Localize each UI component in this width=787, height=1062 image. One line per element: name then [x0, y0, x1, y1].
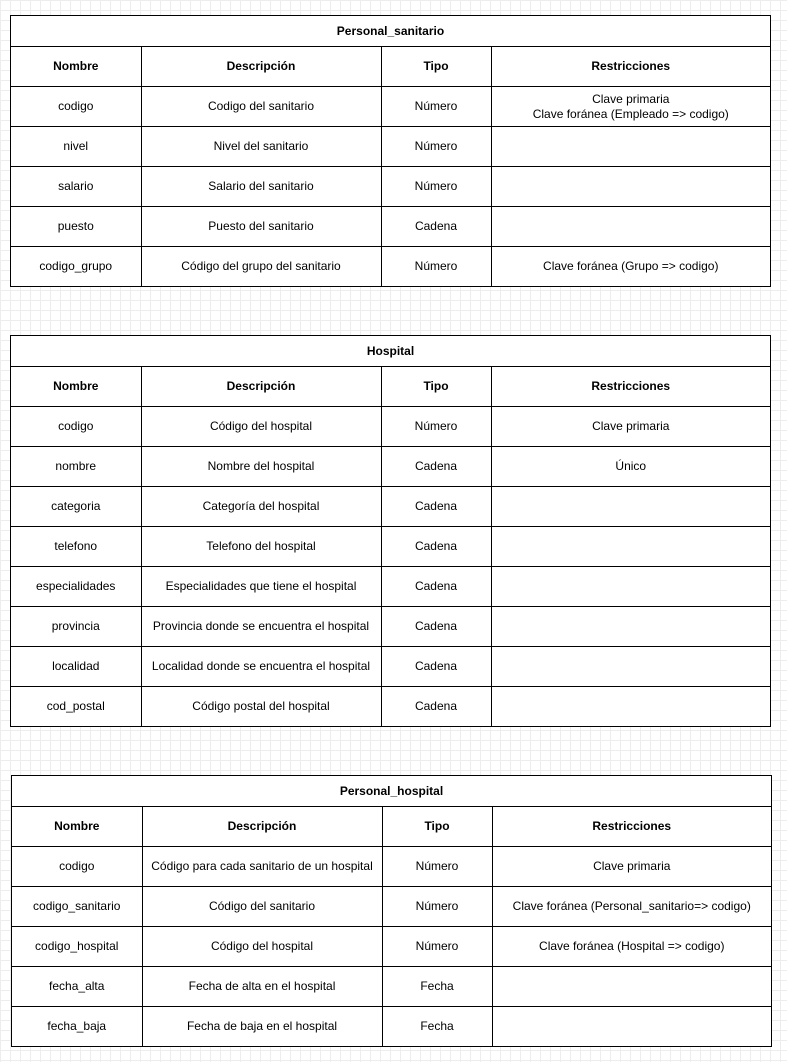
cell-tipo: Cadena [381, 567, 491, 607]
cell-restricciones: Clave primaria [491, 407, 770, 447]
table-row [11, 247, 770, 287]
cell-restricciones [491, 687, 770, 727]
attributes-table [12, 807, 771, 1046]
table-title: Hospital [11, 336, 770, 367]
table-row [12, 847, 771, 887]
cell-restricciones [491, 647, 770, 687]
cell-nombre: codigo_hospital [12, 927, 142, 967]
cell-descripcion: Codigo del sanitario [141, 87, 381, 127]
cell-tipo: Fecha [382, 967, 492, 1007]
cell-descripcion: Código postal del hospital [141, 687, 381, 727]
table-row [12, 887, 771, 927]
header-nombre: Nombre [11, 367, 141, 407]
cell-descripcion: Fecha de baja en el hospital [142, 1007, 382, 1047]
cell-tipo: Cadena [381, 527, 491, 567]
cell-tipo: Número [381, 167, 491, 207]
cell-tipo: Número [382, 847, 492, 887]
cell-nombre: localidad [11, 647, 141, 687]
restriction-line: Clave primaria [592, 91, 670, 106]
table-personal-hospital [11, 775, 772, 1047]
table-row [11, 487, 770, 527]
cell-descripcion: Telefono del hospital [141, 527, 381, 567]
cell-nombre: codigo_grupo [11, 247, 141, 287]
table-row [11, 647, 770, 687]
cell-restricciones [492, 1007, 771, 1047]
cell-descripcion: Código para cada sanitario de un hospital [142, 847, 382, 887]
cell-restricciones [491, 567, 770, 607]
cell-nombre: categoria [11, 487, 141, 527]
cell-nombre: salario [11, 167, 141, 207]
header-descripcion: Descripción [141, 47, 381, 87]
header-nombre: Nombre [12, 807, 142, 847]
table-personal-sanitario [10, 15, 771, 287]
header-row [11, 47, 770, 87]
header-tipo: Tipo [381, 47, 491, 87]
table-row [11, 87, 770, 127]
cell-descripcion: Código del sanitario [142, 887, 382, 927]
table-row [12, 1007, 771, 1047]
cell-descripcion: Provincia donde se encuentra el hospital [141, 607, 381, 647]
cell-descripcion: Nivel del sanitario [141, 127, 381, 167]
cell-tipo: Cadena [381, 207, 491, 247]
cell-tipo: Número [382, 927, 492, 967]
cell-tipo: Cadena [381, 647, 491, 687]
cell-nombre: provincia [11, 607, 141, 647]
cell-restricciones [492, 967, 771, 1007]
table-row [12, 927, 771, 967]
cell-restricciones [491, 127, 770, 167]
table-row [11, 567, 770, 607]
cell-restricciones: Clave foránea (Personal_sanitario=> codigo) [492, 887, 771, 927]
cell-descripcion: Fecha de alta en el hospital [142, 967, 382, 1007]
table-title: Personal_hospital [12, 776, 771, 807]
cell-tipo: Número [382, 887, 492, 927]
table-title: Personal_sanitario [11, 16, 770, 47]
cell-restricciones [491, 87, 770, 127]
header-descripcion: Descripción [141, 367, 381, 407]
table-row [11, 607, 770, 647]
header-restricciones: Restricciones [491, 47, 770, 87]
cell-descripcion: Puesto del sanitario [141, 207, 381, 247]
cell-nombre: telefono [11, 527, 141, 567]
cell-restricciones: Clave foránea (Hospital => codigo) [492, 927, 771, 967]
header-row [12, 807, 771, 847]
table-row [11, 527, 770, 567]
cell-nombre: codigo_sanitario [12, 887, 142, 927]
cell-tipo: Número [381, 127, 491, 167]
table-row [12, 967, 771, 1007]
cell-nombre: codigo [11, 407, 141, 447]
restriction-line: Clave foránea (Empleado => codigo) [532, 106, 729, 121]
cell-restricciones [491, 207, 770, 247]
header-restricciones: Restricciones [491, 367, 770, 407]
header-restricciones: Restricciones [492, 807, 771, 847]
cell-tipo: Cadena [381, 447, 491, 487]
cell-restricciones [491, 487, 770, 527]
cell-descripcion: Categoría del hospital [141, 487, 381, 527]
cell-tipo: Cadena [381, 687, 491, 727]
cell-descripcion: Código del grupo del sanitario [141, 247, 381, 287]
cell-nombre: cod_postal [11, 687, 141, 727]
cell-descripcion: Especialidades que tiene el hospital [141, 567, 381, 607]
cell-nombre: fecha_baja [12, 1007, 142, 1047]
cell-descripcion: Código del hospital [142, 927, 382, 967]
attributes-table [11, 367, 770, 726]
table-hospital [10, 335, 771, 727]
header-nombre: Nombre [11, 47, 141, 87]
cell-descripcion: Nombre del hospital [141, 447, 381, 487]
cell-restricciones: Clave primaria [492, 847, 771, 887]
cell-restricciones: Único [491, 447, 770, 487]
cell-descripcion: Código del hospital [141, 407, 381, 447]
cell-tipo: Cadena [381, 607, 491, 647]
cell-nombre: codigo [12, 847, 142, 887]
cell-restricciones [491, 167, 770, 207]
cell-tipo: Número [381, 87, 491, 127]
table-row [11, 447, 770, 487]
cell-nombre: fecha_alta [12, 967, 142, 1007]
cell-tipo: Fecha [382, 1007, 492, 1047]
cell-tipo: Número [381, 407, 491, 447]
cell-nombre: nivel [11, 127, 141, 167]
table-row [11, 207, 770, 247]
table-row [11, 127, 770, 167]
cell-tipo: Cadena [381, 487, 491, 527]
table-row [11, 167, 770, 207]
cell-tipo: Número [381, 247, 491, 287]
cell-restricciones [491, 527, 770, 567]
attributes-table [11, 47, 770, 286]
cell-descripcion: Localidad donde se encuentra el hospital [141, 647, 381, 687]
cell-restricciones: Clave foránea (Grupo => codigo) [491, 247, 770, 287]
cell-nombre: nombre [11, 447, 141, 487]
header-tipo: Tipo [382, 807, 492, 847]
cell-restricciones [491, 607, 770, 647]
header-tipo: Tipo [381, 367, 491, 407]
cell-descripcion: Salario del sanitario [141, 167, 381, 207]
header-row [11, 367, 770, 407]
table-row [11, 407, 770, 447]
cell-nombre: puesto [11, 207, 141, 247]
header-descripcion: Descripción [142, 807, 382, 847]
cell-nombre: especialidades [11, 567, 141, 607]
table-row [11, 687, 770, 727]
cell-nombre: codigo [11, 87, 141, 127]
